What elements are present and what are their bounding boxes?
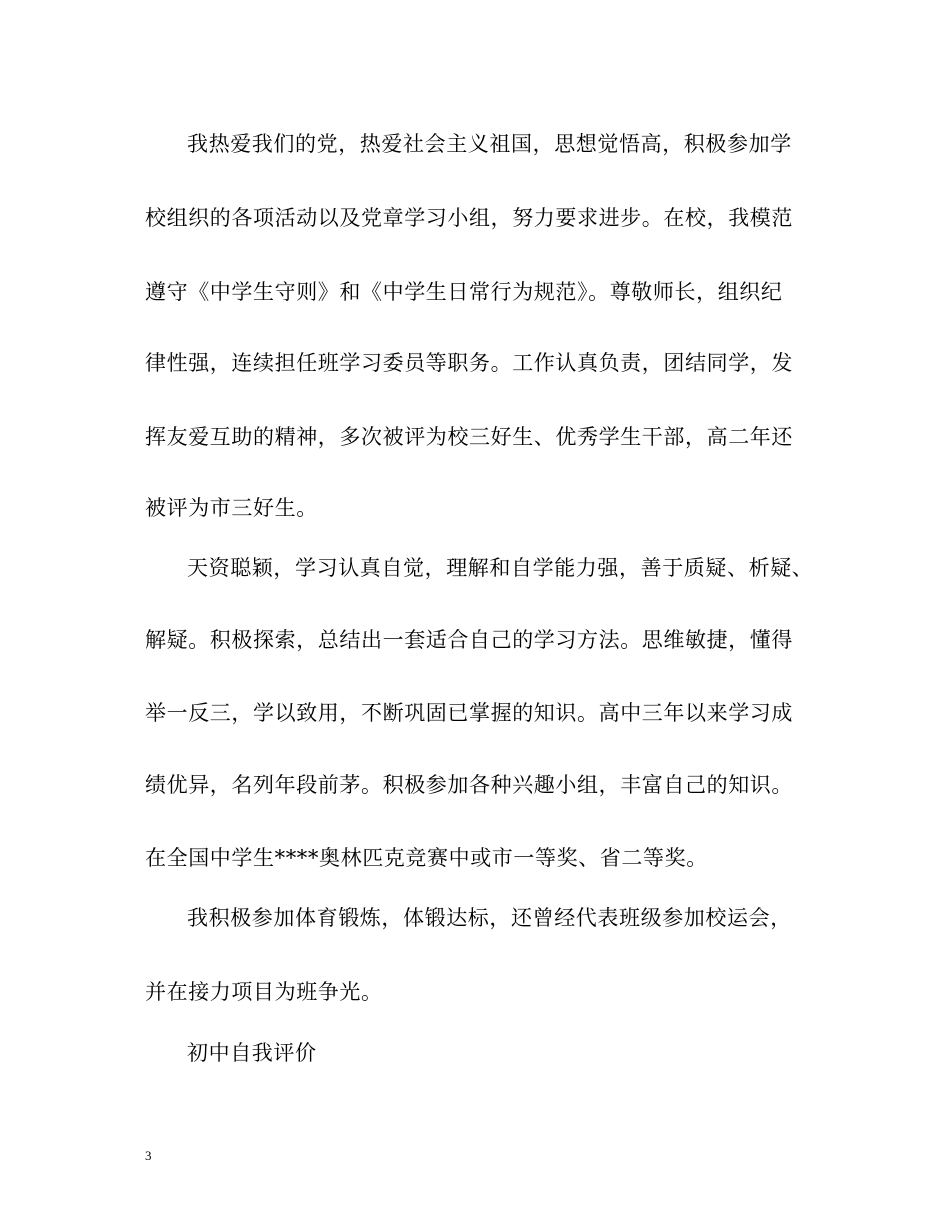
paragraph-line: 解疑。积极探索，总结出一套适合自己的学习方法。思维敏捷，懂得 (145, 628, 793, 652)
paragraph-line: 并在接力项目为班争光。 (145, 980, 383, 1004)
paragraph-line: 绩优异，名列年段前茅。积极参加各种兴趣小组，丰富自己的知识。 (145, 773, 793, 797)
paragraph-line: 校组织的各项活动以及党章学习小组，努力要求进步。在校，我模范 (145, 206, 793, 230)
paragraph-line: 被评为市三好生。 (145, 496, 318, 520)
paragraph-line: 我热爱我们的党，热爱社会主义祖国，思想觉悟高，积极参加学 (187, 132, 792, 156)
section-heading: 初中自我评价 (187, 1041, 317, 1065)
paragraph-line: 我积极参加体育锻炼，体锻达标，还曾经代表班级参加校运会， (187, 906, 792, 930)
paragraph-line: 律性强，连续担任班学习委员等职务。工作认真负责，团结同学，发 (145, 351, 793, 375)
paragraph-line: 在全国中学生****奥林匹克竞赛中或市一等奖、省二等奖。 (145, 846, 708, 870)
paragraph-line: 挥友爱互助的精神，多次被评为校三好生、优秀学生干部，高二年还 (145, 425, 793, 449)
paragraph-line: 举一反三，学以致用，不断巩固已掌握的知识。高中三年以来学习成 (145, 701, 793, 725)
paragraph-line: 天资聪颖，学习认真自觉，理解和自学能力强，善于质疑、析疑、 (187, 556, 814, 580)
paragraph-line: 遵守《中学生守则》和《中学生日常行为规范》。尊敬师长，组织纪 (145, 280, 783, 304)
page-number: 3 (145, 1148, 152, 1163)
